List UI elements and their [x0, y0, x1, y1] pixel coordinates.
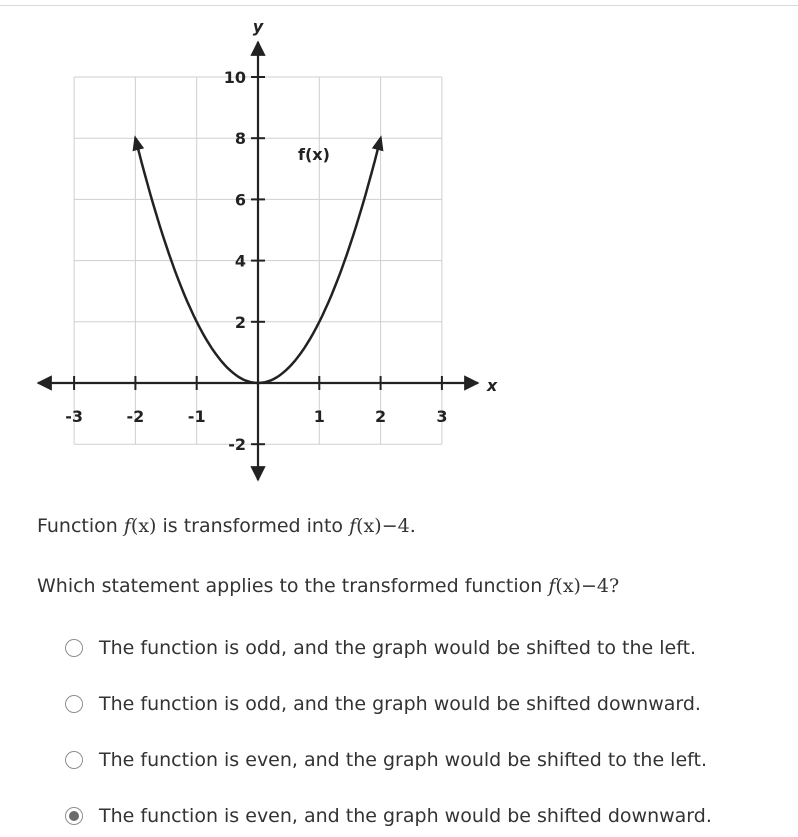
x-tick-label: 2	[375, 407, 387, 426]
function-label: f(x)	[298, 145, 330, 164]
choice-label: The function is odd, and the graph would be shifted to the left.	[99, 637, 697, 659]
x-tick-label: -3	[65, 407, 83, 426]
y-tick-label: 6	[234, 190, 246, 210]
radio-button[interactable]	[65, 639, 83, 657]
choice-label: The function is even, and the graph would be shifted to the left.	[99, 749, 707, 771]
math-expression: f(x)	[123, 515, 157, 537]
x-axis-label: x	[486, 376, 498, 395]
y-tick-label: 2	[234, 312, 246, 332]
x-tick-label: -1	[187, 407, 206, 426]
radio-button[interactable]	[65, 807, 83, 825]
question-text: Which statement applies to the transformed function	[37, 575, 549, 597]
answer-choice-3[interactable]	[65, 746, 707, 774]
radio-button[interactable]	[65, 751, 83, 769]
x-tick-label: 3	[436, 407, 448, 426]
answer-choice-4[interactable]	[65, 802, 712, 830]
y-tick-label: 10	[223, 68, 246, 87]
math-expression: f(x)−4?	[548, 575, 620, 597]
question-text: is transformed into	[156, 515, 350, 537]
question-line-2	[37, 575, 619, 597]
question-text: Function	[37, 515, 124, 537]
function-graph	[0, 12, 520, 492]
choice-label: The function is even, and the graph would be shifted downward.	[99, 805, 712, 827]
radio-button[interactable]	[65, 695, 83, 713]
top-divider	[0, 5, 798, 6]
y-tick-label: -2	[228, 435, 246, 455]
answer-choice-1[interactable]	[65, 634, 696, 662]
question-line-1	[37, 515, 416, 537]
x-tick-label: 1	[313, 407, 325, 426]
answer-choice-2[interactable]	[65, 690, 701, 718]
choice-label: The function is odd, and the graph would be shifted downward.	[99, 693, 701, 715]
x-tick-label: -2	[126, 407, 145, 426]
y-axis-label: y	[252, 17, 264, 36]
y-tick-label: 8	[234, 129, 246, 149]
math-expression: f(x)−4.	[349, 515, 416, 537]
y-tick-label: 4	[234, 251, 246, 271]
